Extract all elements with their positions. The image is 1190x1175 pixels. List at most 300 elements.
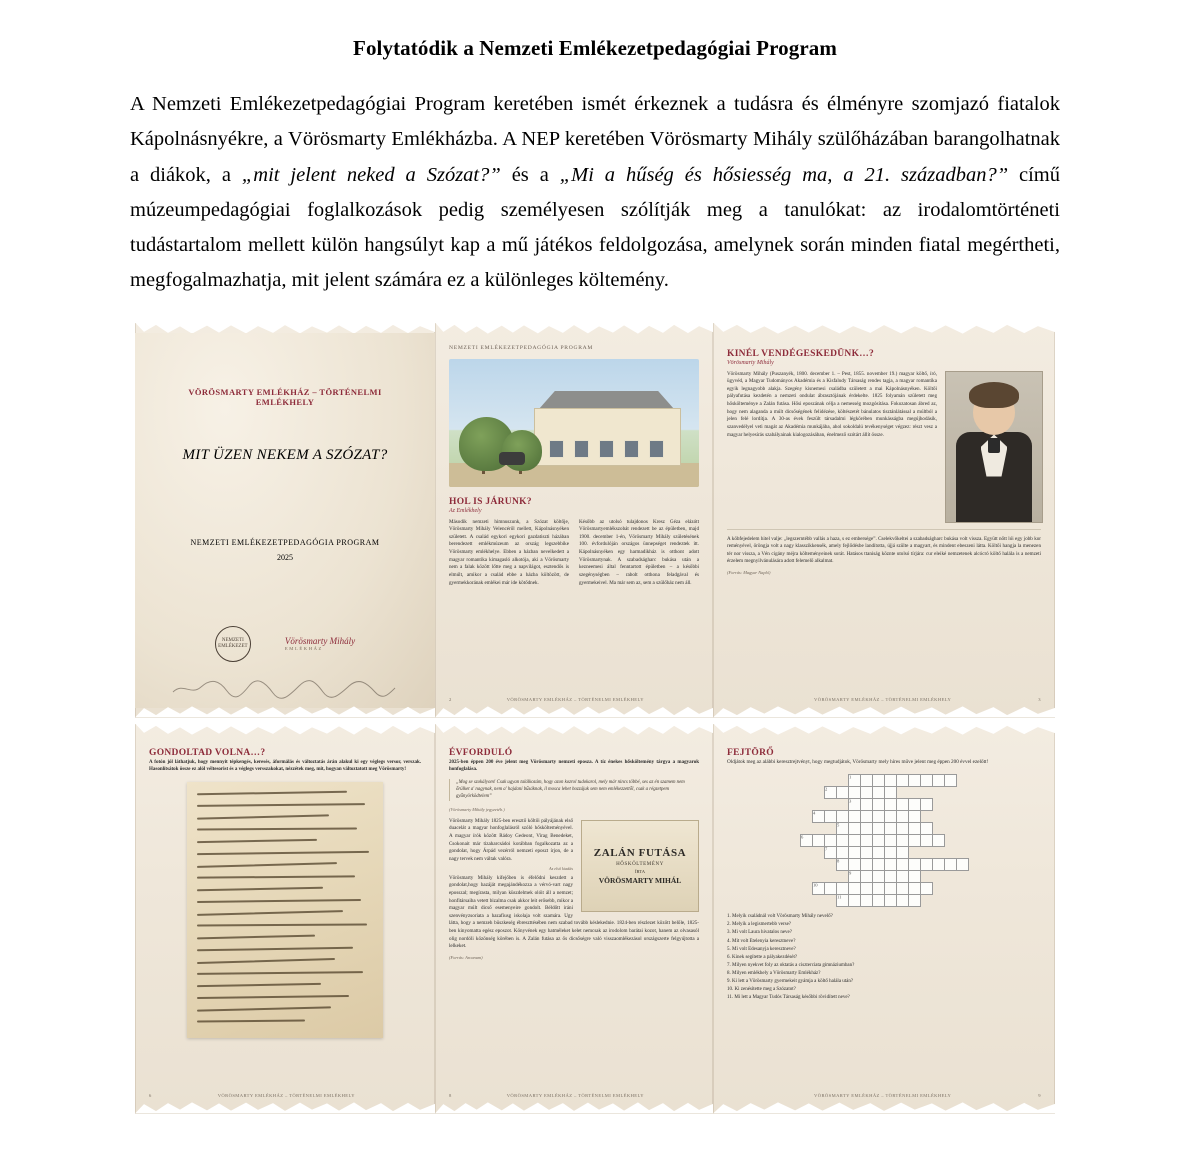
crossword-cell[interactable] [896,859,908,871]
crossword-cell[interactable] [872,787,884,799]
crossword-cell[interactable] [908,799,920,811]
lead-italic-2: „Mi a hűség és hősiesség ma, a 21. században?” [559,163,1009,186]
crossword-cell[interactable] [848,895,860,907]
crossword-row [778,871,991,883]
crossword-empty [944,883,956,895]
crossword-cell[interactable] [884,823,896,835]
section-subtitle-kinel: Vörösmarty Mihály [727,359,774,366]
crossword-cell[interactable] [872,871,884,883]
footer-label: VÖRÖSMARTY EMLÉKHÁZ – TÖRTÉNELMI EMLÉKHELY [814,696,952,702]
crossword-empty [789,811,801,823]
page-body-hol [435,335,713,706]
crossword-empty [968,859,980,871]
section-title-kinel: KINÉL VENDÉGESKEDÜNK…? [727,348,875,359]
kinel-column-2: A köbfejedelem hitel valje: „legszerntébb vallás a haza, s ez embersége”. Cselekvőkeltei a szabadságharc bukása volt vissza. Együtt nőtt lói egy jobb kor reményével, öröngja volt a nagy klasszikkensék, amely fejlődésbe landította, újjá szülte a magyart, és mindent ebeszeni látta. Költői hangja la menezen tér nor vissza, a Vén cigány méjra költeményeinek sorát. Hatásos ttaniság köznte utolsó tírjára: cur eleiké nemzetenek alcócró költő halála is a nemzeti érzelem megnyilvánulására adott felemelő alkalmat. [727,535,1041,565]
page-number: 6 [149,1092,152,1098]
crossword-empty [932,895,944,907]
crossword-cell[interactable] [884,799,896,811]
gondoltad-intro: A fotón jól láthatjuk, hogy mennyit tépkengés, keresés, áformálás és változtatás árán alakul ki egy véglegs versor, verszak. Hasonlítsátok össze ez alól véltesorist és a véglegs versszakokat, nézzétek meg, mit, hogyan változtatott meg Vörösmarty! [149,759,421,772]
evfordulo-verse: „Mog se szokályom! Csak ugyan találkozám, hogy azon kozrol tudokarol, mely már nincs többé, ses az én szamem nem őrülket a' nagynak, nem a' hajdani bűsáknak, il mosca lehet hozzájuk sem nem emlékezzettől, csak a régzetpem gyűnyörködtelem” [449,779,699,801]
crossword-cell[interactable] [860,823,872,835]
crossword-empty [824,895,836,907]
crossword-cell[interactable] [848,787,860,799]
crossword-cell[interactable] [848,823,860,835]
crossword-grid-wrapper[interactable] [727,774,1041,907]
crossword-empty [778,859,789,871]
crossword-empty [956,835,968,847]
vorosmarty-logo-name: Vörösmarty Mihály [284,635,356,646]
crossword-cell[interactable]: 3 [848,799,860,811]
crossword-row [778,835,991,847]
crossword-cell[interactable]: 8 [836,859,848,871]
portrait-hair [969,382,1019,408]
crossword-cell[interactable] [872,859,884,871]
crossword-cell[interactable] [884,811,896,823]
lead-text-1: A Nemzeti Emlékezetpedagógiai Program keretében ismét érkeznek a tudásra és élményre szomjazó fiatalok Kápolnásnyékre, a Vörösmarty Emlékházba. A NEP keretében Vörösmarty Mihály szülőházában barangolhatnak a diákok, a [130,93,1060,186]
crossword-empty [789,787,801,799]
crossword-cell[interactable] [896,835,908,847]
lead-italic-1: „mit jelent neked a Szózat?” [241,163,501,186]
crossword-cell[interactable] [824,811,836,823]
crossword-empty [968,883,980,895]
hol-column-2: Később az utolsó tulajdonos Kresz Géza elázótt Vörösmartyemlékszobát rendezett be az épületben, majd 1900. december 1-én, Vörösmarty Mihály születésének 100. évfordulóján országos ünnepséget rendeztek itt. Kápolnásnyéken egy harmadikház is otthont adott Vörösmartynak. A szabadságharc bukása után a kezneemesi által fenntartott épületben – a későbbi szegénységben – rabolt otthona feladgával és gyermekeivel. Ma már sem az, sem a szülőház nem áll. [579,518,699,586]
crossword-cell[interactable]: 4 [812,811,824,823]
crossword-empty [920,811,932,823]
crossword-row [778,847,991,859]
crossword-cell[interactable] [824,883,836,895]
crossword-empty [800,775,812,787]
crossword-empty [956,847,968,859]
page-body-evfordulo [435,736,713,1102]
crossword-cell[interactable] [908,859,920,871]
crossword-empty [968,811,980,823]
crossword-empty [980,775,991,787]
crossword-cell[interactable] [860,775,872,787]
crossword-cell[interactable] [860,859,872,871]
vorosmarty-portrait [945,371,1043,523]
crossword-cell[interactable] [848,859,860,871]
crossword-empty [812,775,824,787]
page-header-label: NEMZETI EMLÉKEZETPEDAGÓGIA PROGRAM [449,344,594,351]
crossword-empty [944,835,956,847]
crossword-cell[interactable] [872,811,884,823]
crossword-empty [980,787,991,799]
crossword-question: 3. Mi volt Laura hivatalos neve? [727,930,792,936]
crossword-empty [789,799,801,811]
crossword-empty [968,847,980,859]
crossword-cell[interactable] [908,823,920,835]
page-number: 2 [449,696,452,702]
crossword-cell[interactable] [872,883,884,895]
crossword-empty [980,883,991,895]
evfordulo-source: (Forrás: Arcanum) [449,955,483,961]
crossword-cell[interactable] [836,787,848,799]
seal-icon: NEMZETI EMLÉKEZET [215,626,251,662]
crossword-empty [789,835,801,847]
crossword-cell[interactable] [884,775,896,787]
crossword-empty [789,895,801,907]
vorosmarty-logo-sub: EMLÉKHÁZ [284,646,323,652]
crossword-cell[interactable] [836,835,848,847]
crossword-cell[interactable] [884,835,896,847]
crossword-cell[interactable] [884,847,896,859]
crossword-empty [932,787,944,799]
crossword-cell[interactable]: 5 [836,823,848,835]
crossword-empty [944,871,956,883]
crossword-cell[interactable] [944,859,956,871]
crossword-question: 4. Mit volt Etelenyia keresztneve? [727,938,796,944]
crossword-cell[interactable]: 2 [824,787,836,799]
crossword-cell[interactable]: 9 [848,871,860,883]
crossword-cell[interactable] [920,883,932,895]
booklet-page-evfordulo [435,724,713,1114]
crossword-empty [800,883,812,895]
crossword-cell[interactable] [872,847,884,859]
crossword-cell[interactable] [944,775,956,787]
crossword-empty [968,835,980,847]
crossword-empty [778,775,789,787]
crossword-empty [836,799,848,811]
crossword-question: 2. Melyik a legismertebb verse? [727,922,792,928]
crossword-empty [980,847,991,859]
crossword-empty [932,799,944,811]
portrait-wrapper [945,371,1041,523]
crossword-cell[interactable] [836,811,848,823]
crossword-cell[interactable] [860,871,872,883]
crossword-empty [812,823,824,835]
crossword-cell[interactable] [956,859,968,871]
illustration-cow [499,452,525,465]
crossword-cell[interactable] [848,847,860,859]
crossword-empty [778,871,789,883]
crossword-cell[interactable] [908,883,920,895]
crossword-empty [778,787,789,799]
crossword-cell[interactable] [908,775,920,787]
crossword-cell[interactable] [860,847,872,859]
footer-label: VÖRÖSMARTY EMLÉKHÁZ – TÖRTÉNELMI EMLÉKHELY [814,1092,952,1098]
crossword-cell[interactable] [860,835,872,847]
crossword-empty [968,787,980,799]
crossword-cell[interactable] [860,883,872,895]
crossword-cell[interactable] [920,775,932,787]
crossword-cell[interactable] [896,775,908,787]
section-title-evfordulo: ÉVFORDULÓ [449,747,513,758]
crossword-cell[interactable] [860,811,872,823]
crossword-empty [980,811,991,823]
crossword-row [778,823,991,835]
crossword-question: 1. Melyik családnál volt Vörösmarty Mihály nevelő? [727,914,833,920]
crossword-cell[interactable] [860,787,872,799]
crossword-cell[interactable] [872,799,884,811]
crossword-empty [800,799,812,811]
crossword-cell[interactable] [872,823,884,835]
crossword-cell[interactable] [896,799,908,811]
crossword-empty [789,847,801,859]
illustration-window [549,440,564,459]
cover-inner [135,333,435,708]
crossword-empty [800,895,812,907]
page-number: 3 [1038,696,1041,702]
crossword-row [778,895,991,907]
crossword-cell[interactable] [884,895,896,907]
kinel-quote-box [727,529,1041,576]
crossword-empty [920,847,932,859]
crossword-cell[interactable] [824,835,836,847]
page-footer [149,1093,421,1098]
crossword-empty [968,895,980,907]
crossword-cell[interactable] [848,811,860,823]
crossword-empty [920,787,932,799]
crossword-row [778,883,991,895]
cover-program: NEMZETI EMLÉKEZETPEDAGÓGIA PROGRAM [190,537,380,547]
crossword-empty [956,799,968,811]
crossword-question: 8. Milyen emlékhely a Vörösmarty Emlékház? [727,970,821,976]
crossword-cell[interactable]: 11 [836,895,848,907]
crossword-empty [836,871,848,883]
handwriting-scribble-icon [169,674,399,700]
crossword-cell[interactable] [920,859,932,871]
crossword-question-list [727,913,1041,1002]
crossword-empty [800,847,812,859]
page-number: 8 [449,1092,452,1098]
crossword-cell[interactable] [920,799,932,811]
crossword-empty [980,799,991,811]
crossword-cell[interactable] [896,847,908,859]
illustration-tree [502,430,542,471]
lead-text-2: és a [500,163,560,186]
crossword-empty [789,823,801,835]
booklet-page-hol-is-jarunk [435,323,713,718]
crossword-empty [932,871,944,883]
booklet-cover-page [135,323,435,718]
crossword-empty [968,775,980,787]
crossword-empty [968,799,980,811]
page-footer [449,1093,699,1098]
crossword-cell[interactable]: 1 [848,775,860,787]
crossword-cell[interactable] [836,847,848,859]
fejtoro-task: Oldjátok meg az alábbi keresztrejtvényt, hogy megtudjátok, Vörösmarty mely híres műve jelent meg éppen 200 évvel ezelőtt! [727,758,989,765]
crossword-empty [812,799,824,811]
crossword-empty [800,787,812,799]
crossword-empty [778,847,789,859]
crossword-cell[interactable] [896,871,908,883]
book-author: VÖRÖSMARTY MIHÁL [598,875,682,885]
manuscript-facsimile [187,782,383,1038]
footer-label: VÖRÖSMARTY EMLÉKHÁZ – TÖRTÉNELMI EMLÉKHELY [506,696,644,702]
crossword-cell[interactable] [920,835,932,847]
crossword-empty [824,823,836,835]
crossword-empty [932,823,944,835]
crossword-cell[interactable] [908,895,920,907]
crossword-grid[interactable] [778,774,991,907]
crossword-cell[interactable] [920,823,932,835]
crossword-cell[interactable] [896,823,908,835]
crossword-empty [836,775,848,787]
section-title-fejtoro: FEJTÖRŐ [727,747,774,758]
crossword-cell[interactable] [848,883,860,895]
crossword-empty [968,871,980,883]
booklet-page-kinel-vendegeskedunk [713,323,1055,718]
crossword-empty [944,823,956,835]
crossword-question: 11. Mi lett a Magyar Tudós Társaság későbbi rövidített neve? [727,995,850,1001]
evfordulo-text-block [449,818,699,960]
crossword-cell[interactable] [896,895,908,907]
crossword-empty [968,823,980,835]
crossword-row [778,859,991,871]
page-body-kinel [713,335,1055,706]
crossword-question: 9. Ki lett a Vörösmarty gyermekeit gyámja a költő halála után? [727,979,854,985]
crossword-empty [800,811,812,823]
booklet-page-fejtoro [713,724,1055,1114]
lead-text-3: című múzeumpedagógiai foglalkozások pedig személyesen szólítják meg a tanulókat: az irodalomtörténeti tudástartalom mellett külön hangsúlyt kap a mű játékos feldolgozása, amelynek során minden fiatal megértheti, megfogalmazhatja, mit jelent számára ez a különleges költemény. [130,163,1061,292]
section-title-hol: HOL IS JÁRUNK? [449,496,532,507]
cover-title: MIT ÜZEN NEKEM A SZÓZAT? [182,446,388,463]
crossword-empty [956,883,968,895]
crossword-empty [956,811,968,823]
crossword-cell[interactable] [836,883,848,895]
crossword-empty [980,859,991,871]
cover-year: 2025 [277,552,293,562]
lead-paragraph [130,87,1060,299]
crossword-empty [778,883,789,895]
crossword-cell[interactable] [884,871,896,883]
crossword-empty [812,859,824,871]
zalan-futasa-book-cover [581,820,699,912]
footer-label: VÖRÖSMARTY EMLÉKHÁZ – TÖRTÉNELMI EMLÉKHELY [506,1092,644,1098]
crossword-empty [789,871,801,883]
crossword-cell[interactable] [872,895,884,907]
crossword-empty [789,775,801,787]
crossword-cell[interactable] [872,835,884,847]
illustration-window [624,440,639,459]
book-byline-label: ÍRTA [634,868,646,874]
crossword-question: 6. Kinek segítette a pályakezdését? [727,954,798,960]
illustration-window [649,440,664,459]
section-subtitle-hol: Az Emlékhely [449,507,482,514]
crossword-empty [980,823,991,835]
crossword-empty [824,799,836,811]
booklet-page-gondoltad-volna [135,724,435,1114]
section-title-gondoltad: GONDOLTAD VOLNA…? [149,747,266,758]
crossword-empty [778,895,789,907]
crossword-empty [944,787,956,799]
crossword-question: 7. Milyen nyekvet foly az oktatás a ciszterciata gimnáziumban? [727,962,855,968]
crossword-empty [812,895,824,907]
crossword-empty [778,799,789,811]
crossword-empty [778,823,789,835]
crossword-row [778,811,991,823]
crossword-empty [932,847,944,859]
crossword-empty [824,871,836,883]
crossword-row [778,799,991,811]
portrait-tie [988,438,1000,453]
emlekhaz-illustration [449,359,699,487]
crossword-empty [944,811,956,823]
page-footer [727,1093,1041,1098]
crossword-empty [980,835,991,847]
crossword-cell[interactable] [884,859,896,871]
crossword-cell[interactable] [872,775,884,787]
evfordulo-intro: 2025-ben éppen 200 éve jelent meg Vörösmarty nemzeti eposza. A tíz énekes hősköltemény tárgya a magyarok honfoglalása. [449,759,699,772]
page-footer [727,697,1041,702]
hol-column-1: Második nemzeti himnuszunk, a Szózat költője, Vörösmarty Mihály Velencéről mellett, Kápolnásnyéken született. A család egykori egykori gazdatiszti házában berendezett emlékmúzeum az ország legszebbike Vörösmarty emlékhelye. Ebben a házban nevelkedett a magyar romantika kimagasló alkotója, aki a Vörösmarty nem a falak között lőtte meg a napvilágot, esztendős is elmúlt, amikor a család ebbe a házba költözött, de gyermekkorának emlékei már ide kötődnek. [449,518,569,586]
crossword-empty [800,859,812,871]
crossword-cell[interactable] [908,871,920,883]
collage-row-top [135,323,1055,718]
crossword-empty [944,895,956,907]
crossword-question: 10. Ki zenésítette meg a Szózatot? [727,987,796,993]
crossword-cell[interactable] [932,835,944,847]
crossword-cell[interactable]: 10 [812,883,824,895]
evfordulo-verse-source: (Vörösmarty Mihály jegyzetéb.) [449,806,505,812]
crossword-empty [812,871,824,883]
crossword-cell[interactable] [908,835,920,847]
cover-kicker: VÖRÖSMARTY EMLÉKHÁZ – TÖRTÉNELMI EMLÉKHELY [188,386,382,407]
crossword-empty [980,871,991,883]
crossword-cell[interactable] [932,859,944,871]
crossword-empty [800,871,812,883]
footer-label: VÖRÖSMARTY EMLÉKHÁZ – TÖRTÉNELMI EMLÉKHELY [217,1092,355,1098]
booklet-collage [135,323,1055,1114]
two-column-text [449,519,699,588]
crossword-empty [932,883,944,895]
crossword-empty [908,787,920,799]
page-number: 9 [1038,1092,1041,1098]
crossword-empty [956,895,968,907]
page-body-fejtoro [713,736,1055,1102]
crossword-cell[interactable] [884,787,896,799]
book-subtitle: HŐSKÖLTEMÉNY [616,861,664,867]
crossword-cell[interactable] [896,883,908,895]
crossword-empty [812,787,824,799]
crossword-cell[interactable] [908,811,920,823]
crossword-row [778,775,991,787]
crossword-empty [980,895,991,907]
evfordulo-column-1: Vörösmarty Mihály 1825-ben eresztő költői pályájának első duacelát a magyar honfoglalásról szóló hőskölteményével. A magyar írók között Rádoy Gedeont, Virag Benedeket, Csokonait már tizaharcsádoi korábban fogalkozatta az a gondolat, hogy Árpád vezérról nemzeti eposzt írjon, de a nagy tervek nem váltak valóra. [449,817,573,862]
crossword-empty [956,871,968,883]
crossword-cell[interactable] [812,835,824,847]
crossword-empty [778,835,789,847]
crossword-empty [800,823,812,835]
crossword-cell[interactable] [860,895,872,907]
crossword-empty [789,883,801,895]
evfordulo-column-2: Vörösmarty Mihály kifejőben is éfelődni keszdett a gondolat,hogy hazáját megajándékozza a vérvó-vart nagy eposszal; megírasta, milyan küszdelmek olóit áll a nemzet; honfitársaiba vetett bizalma csak akkor leit erősebb, mikor a magyar múlt dicső esemenyeire gondolt. Béldőtt iráni szenvényzsoriata a hazafiusg iskolaja volt szamára. Ugy látta, hogy a nemzeh büszkeség ébreszttésében nem szabad tovább késlekednie. 1824-ben részlezet között belőle, 1825-ben kinyomatta egész eposzot. Könyvének egy hatméleket kelet nemcsak az irodolom barátai kozot, hanem az olvasasól olig nordóli közönség körében is. A Zalán futása az ős dicsőségre való visszaomlékezásol országszerte felgyújtotta a lelkeket. [449,874,699,950]
crossword-cell[interactable] [848,835,860,847]
cover-logos [135,626,435,662]
crossword-empty [944,799,956,811]
crossword-empty [789,859,801,871]
crossword-empty [944,847,956,859]
page-body-gondoltad [135,736,435,1102]
illustration-window [574,440,589,459]
kinel-column-1: Vörösmarty Mihály (Puszanyék, 1800. december 1. – Pest, 1855. november 19.) magyar költő, író, ügyvéd, a Magyar Tudományos Akadémia és a Kisfaludy Társaság rendes tagja, a magyar romantika egyik legnagyobb alakja. Szegény kisnemesi családba született a mai Kápolnásnyéken. Költői pályafutása kezdetén a nemzeti ondulat ábrasztójának érdekelte. 1825 folyamán született meg hőskölteménye a Zalán futása. Hősi eposzának célja a nemesség mozgósítása. Fokozatosan ábred az, hogy nem alaganda a múlt dicsőségének felidézése, költészetét bánulatos tisztánlátással a múltból a jelen felé lordítja. A 30-as évek feszült társadalmi légkörében munkásságba megújhodásik, szanvedélyel veti magát az Akadémia munkájába, ahol sokoldalú tevékenységet végzez: részt vesz a magyar helyesírás szabályainak kialogozásában, énelmező szótárt állít össze. [727,370,937,438]
crossword-cell[interactable] [932,775,944,787]
crossword-cell[interactable] [860,799,872,811]
book-title: ZALÁN FUTÁSA [593,846,687,859]
crossword-cell[interactable] [896,811,908,823]
page-title: Folytatódik a Nemzeti Emlékezetpedagógiai Program [353,36,837,60]
crossword-empty [932,811,944,823]
vorosmarty-logo [285,636,355,652]
crossword-empty [896,787,908,799]
crossword-cell[interactable]: 7 [824,847,836,859]
crossword-cell[interactable] [884,883,896,895]
book-caption: Az első kiadás [549,865,573,871]
crossword-empty [920,871,932,883]
crossword-empty [824,775,836,787]
crossword-cell[interactable]: 6 [800,835,812,847]
collage-row-bottom [135,724,1055,1114]
